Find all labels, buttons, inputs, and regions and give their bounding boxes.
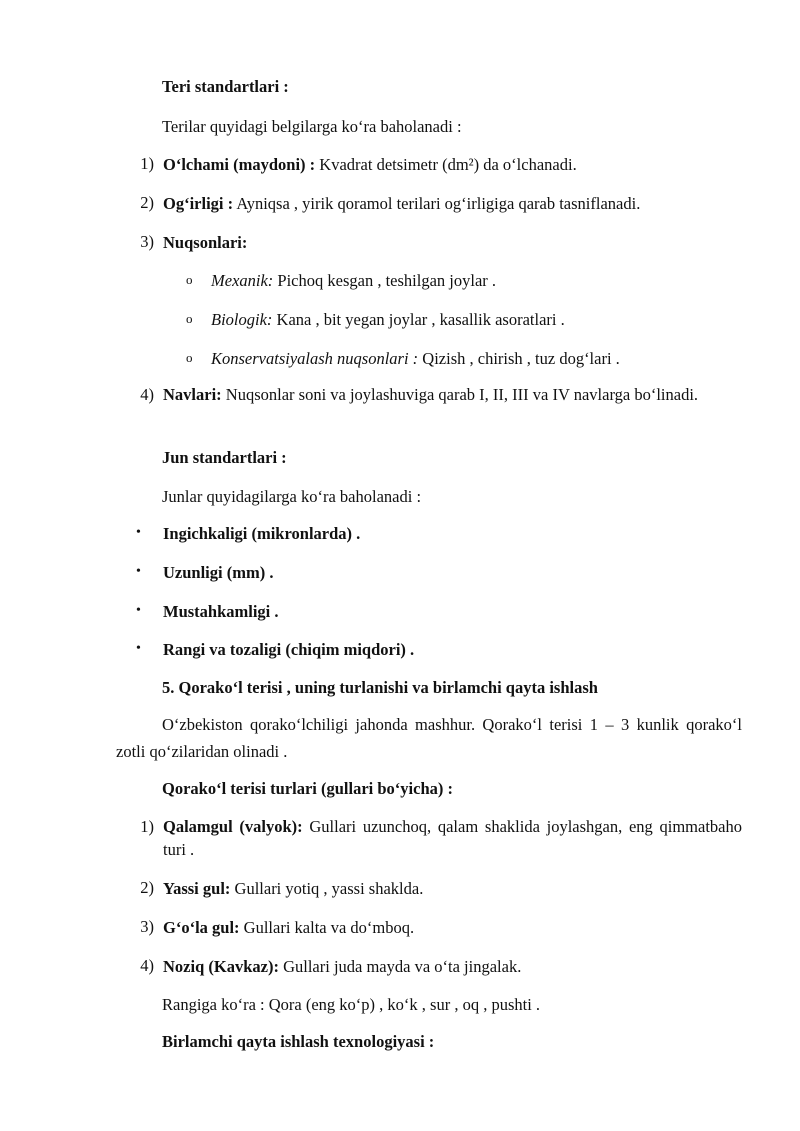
qorakol-types-heading: Qorako‘l terisi turlari (gullari bo‘yicha) :: [162, 779, 453, 798]
item-text: [163, 153, 742, 176]
bullet-text: Mustahkamligi .: [163, 602, 279, 621]
item-text: [163, 192, 742, 215]
item-term: Navlari:: [163, 385, 222, 404]
item-number: 4): [140, 956, 154, 975]
bullet-text: Uzunligi (mm) .: [163, 563, 274, 582]
item-description: Gullari juda mayda va o‘ta jingalak.: [278, 957, 522, 976]
defect-description: Qizish , chirish , tuz dog‘lari .: [418, 349, 620, 368]
defect-text: [211, 309, 565, 331]
item-term: Qalamgul (valyok):: [163, 817, 303, 836]
teri-heading: Teri standartlari :: [162, 77, 289, 96]
circle-bullet-icon: o: [186, 272, 193, 287]
item-term: O‘lchami (maydoni) :: [163, 155, 316, 174]
item-term: G‘o‘la gul:: [163, 918, 240, 937]
item-text: [163, 231, 742, 254]
item-text: [163, 916, 742, 939]
item-term: Noziq (Kavkaz):: [163, 957, 279, 976]
item-text: [163, 815, 742, 861]
item-term: Yassi gul:: [163, 879, 231, 898]
item-description: Ayniqsa , yirik qoramol terilari og‘irligiga qarab tasniflanadi.: [233, 194, 641, 213]
qorakol-colors: Rangiga ko‘ra : Qora (eng ko‘p) , ko‘k , sur , oq , pushti .: [162, 995, 541, 1014]
section5-heading: 5. Qorako‘l terisi , uning turlanishi va birlamchi qayta ishlash: [162, 678, 598, 697]
item-description: Gullari kalta va do‘mboq.: [239, 918, 415, 937]
item-text: [163, 877, 742, 900]
item-number: 4): [140, 385, 154, 404]
item-description: Gullari uzunchoq, qalam shaklida joylashgan, eng qimmatbaho turi .: [163, 817, 742, 859]
item-number: 2): [140, 878, 154, 897]
circle-bullet-icon: o: [186, 311, 193, 326]
bullet-icon: •: [136, 525, 141, 540]
item-description: Gullari yotiq , yassi shaklda.: [230, 879, 424, 898]
item-description: Kvadrat detsimetr (dm²) da o‘lchanadi.: [315, 155, 577, 174]
defect-label: Biologik:: [211, 310, 273, 329]
defect-text: [211, 348, 620, 370]
teri-intro: Terilar quyidagi belgilarga ko‘ra baholanadi :: [162, 117, 462, 136]
jun-intro: Junlar quyidagilarga ko‘ra baholanadi :: [162, 487, 422, 506]
bullet-text: Ingichkaligi (mikronlarda) .: [163, 524, 361, 543]
bullet-icon: •: [136, 564, 141, 579]
item-number: 1): [140, 154, 154, 173]
item-term: Nuqsonlari:: [163, 233, 248, 252]
item-number: 1): [140, 817, 154, 836]
item-description: Nuqsonlar soni va joylashuviga qarab I, II, III va IV navlarga bo‘linadi.: [221, 385, 699, 404]
item-text: [163, 955, 742, 978]
bullet-text: Rangi va tozaligi (chiqim miqdori) .: [163, 640, 415, 659]
jun-heading: Jun standartlari :: [162, 448, 287, 467]
item-term: Og‘irligi :: [163, 194, 234, 213]
circle-bullet-icon: o: [186, 350, 193, 365]
defect-description: Kana , bit yegan joylar , kasallik asoratlari .: [272, 310, 565, 329]
defect-label: Konservatsiyalash nuqsonlari :: [211, 349, 419, 368]
defect-description: Pichoq kesgan , teshilgan joylar .: [273, 271, 497, 290]
defect-text: [211, 270, 496, 292]
section5-paragraph: O‘zbekiston qorako‘lchiligi jahonda mashhur. Qorako‘l terisi 1 – 3 kunlik qorako‘l zotli qo‘zilaridan olinadi .: [116, 715, 742, 761]
item-number: 3): [140, 232, 154, 251]
bullet-icon: •: [136, 603, 141, 618]
processing-heading: Birlamchi qayta ishlash texnologiyasi :: [162, 1032, 435, 1051]
item-text: [163, 383, 742, 406]
item-number: 3): [140, 917, 154, 936]
item-number: 2): [140, 193, 154, 212]
defect-label: Mexanik:: [211, 271, 274, 290]
bullet-icon: •: [136, 641, 141, 656]
